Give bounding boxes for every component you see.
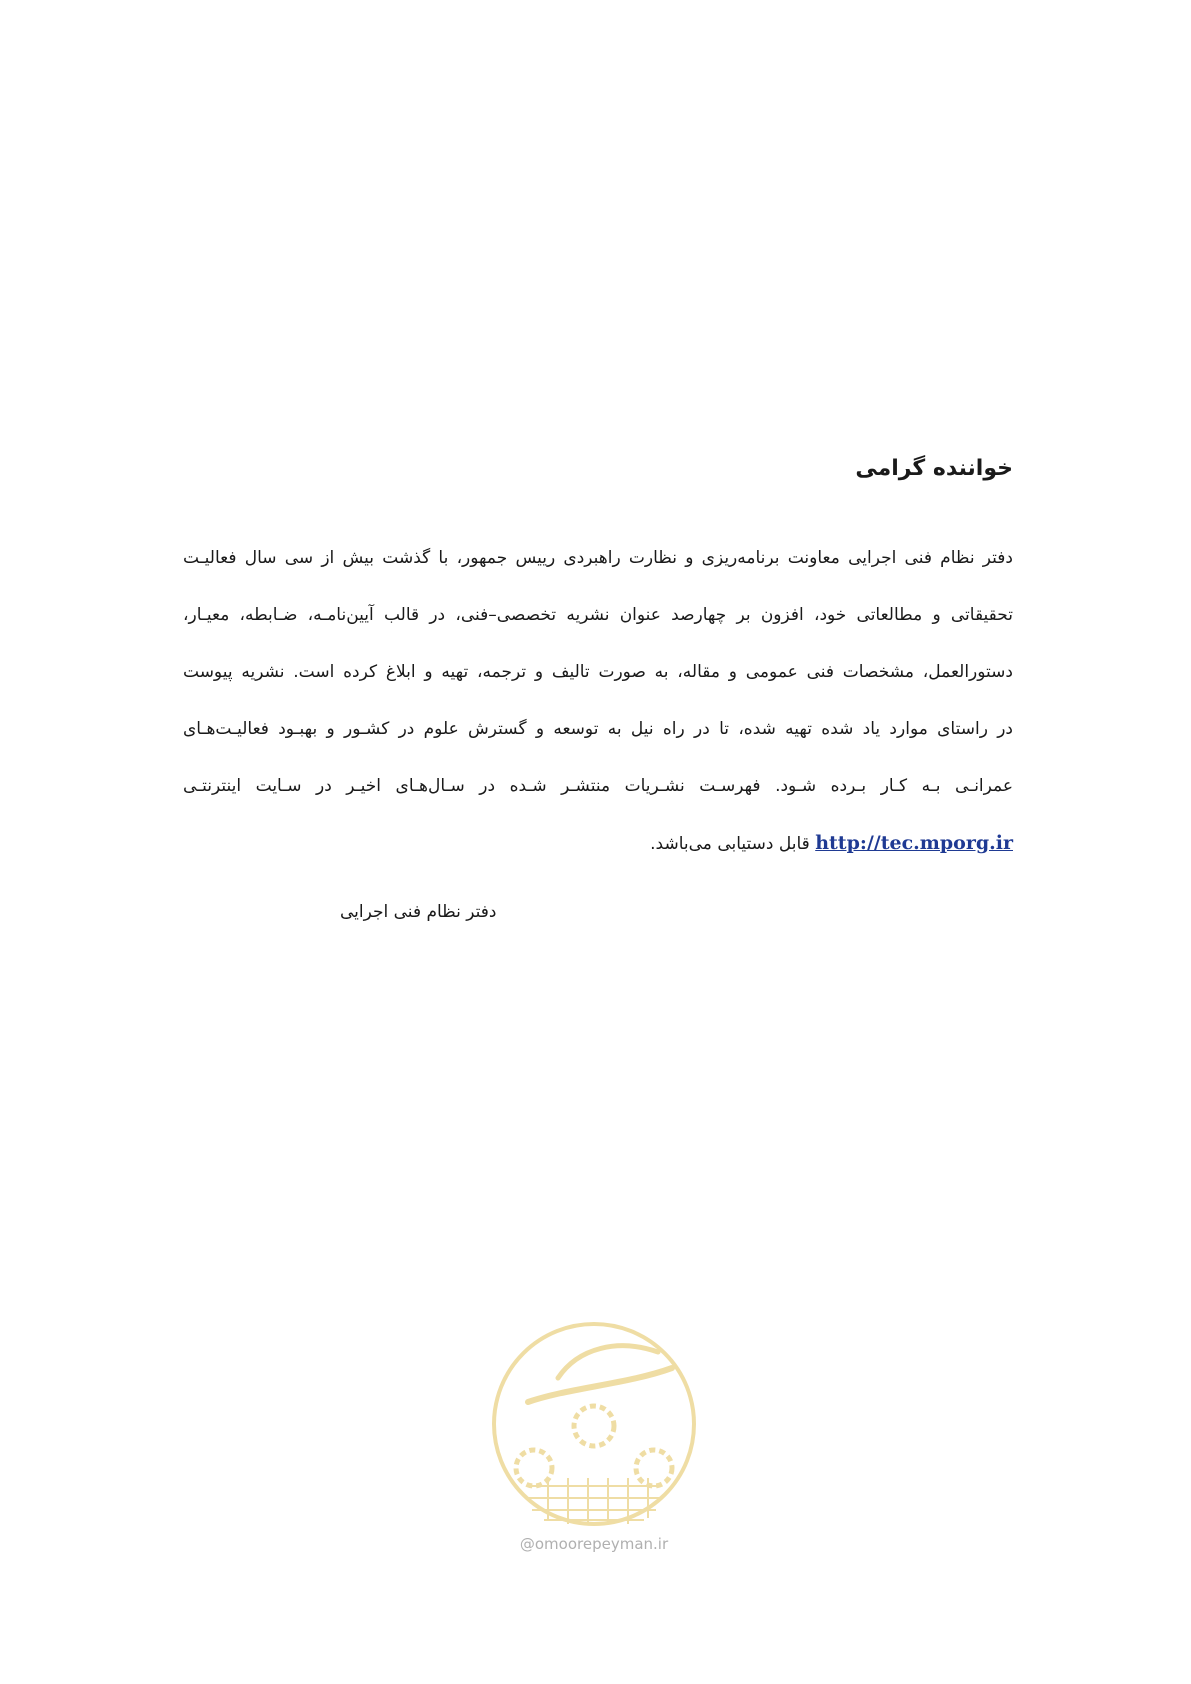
website-link[interactable]: http://tec.mporg.ir xyxy=(815,832,1013,854)
intro-paragraph xyxy=(183,530,1013,873)
link-suffix: قابل دستیابی می‌باشد. xyxy=(650,834,816,854)
paragraph-line: دفتر نظام فنی اجرایی معاونت برنامه‌ریزی و نظارت راهبردی رییس جمهور، با گذشت بیش از سی سال فعالیـت xyxy=(183,548,1013,568)
signature: دفتر نظام فنی اجرایی xyxy=(340,902,497,922)
paragraph-line: عمرانـی بـه کـار بـرده شـود. فهرسـت نشـریات منتشـر شـده در سـال‌هـای اخیـر در سـایت اینترنتـی xyxy=(183,776,1013,796)
paragraph-line: دستورالعمل، مشخصات فنی عمومی و مقاله، به صورت تالیف و ترجمه، تهیه و ابلاغ کرده است. نشریه پیوست xyxy=(183,662,1013,682)
paragraph-line: در راستای موارد یاد شده تهیه شده، تا در راه نیل به توسعه و گسترش علوم در کشـور و بهبـود فعالیـت‌هـای xyxy=(183,719,1013,739)
paragraph-line-last xyxy=(183,815,1013,873)
omoorepeyman-logo-watermark xyxy=(488,1318,700,1530)
watermark-site-text: @omoorepeyman.ir xyxy=(519,1535,669,1553)
page-heading: خواننده گرامی xyxy=(855,456,1013,481)
paragraph-line: تحقیقاتی و مطالعاتی خود، افزون بر چهارصد عنوان نشریه تخصصی–فنی، در قالب آیین‌نامـه، ضـابطه، معیـار، xyxy=(183,605,1013,625)
